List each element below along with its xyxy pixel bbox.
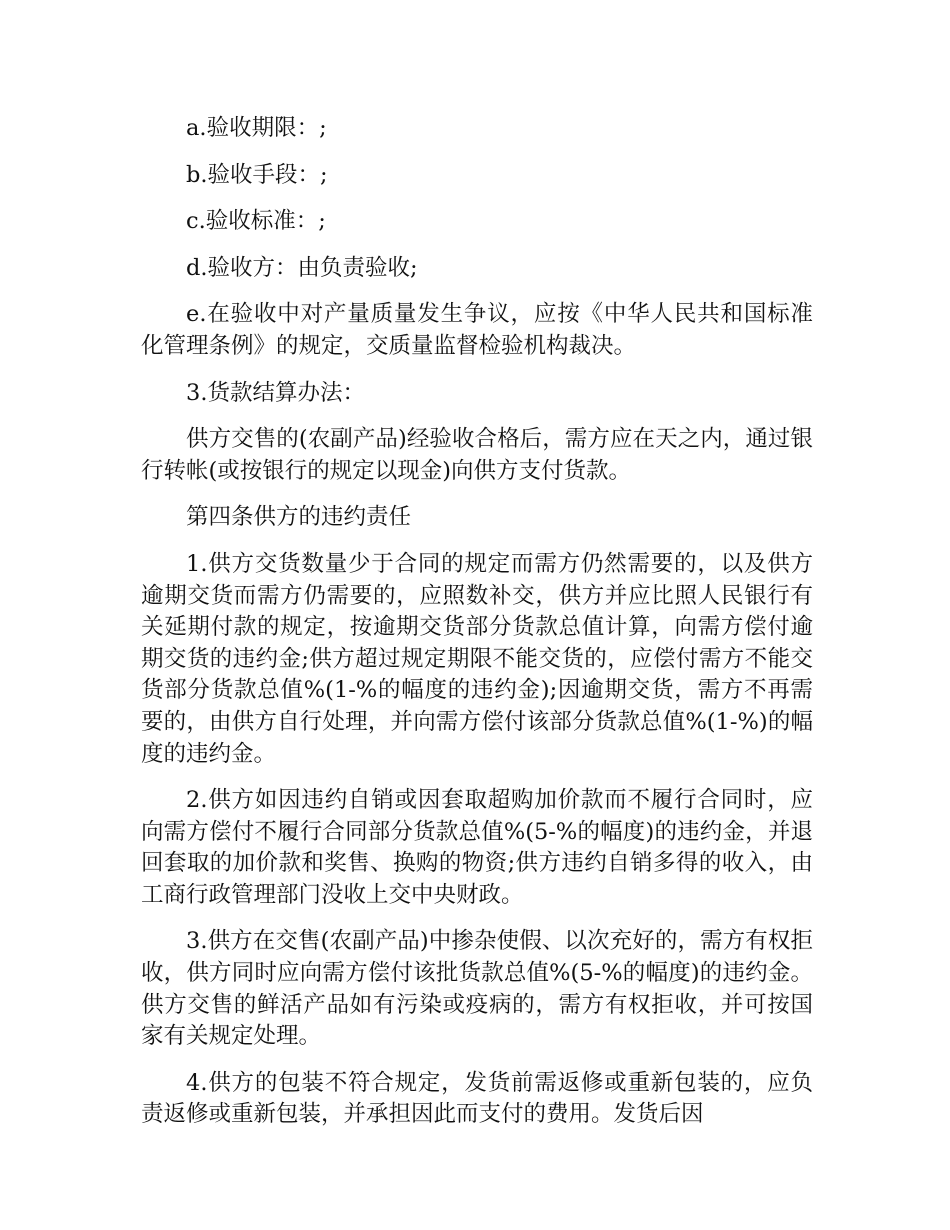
- section-heading-article-4: 第四条供方的违约责任: [186, 504, 412, 531]
- paragraph-liability-2: 2.供方如因违约自销或因套取超购加价款而不履行合同时，应向需方偿付不履行合同部分货款总值%(5-%的幅度)的违约金，并退回套取的加价款和奖售、换购的物资;供方违约自销多得的收入，由工商行政管理部门没收上交中央财政。: [141, 787, 813, 908]
- paragraph-liability-1: 1.供方交货数量少于合同的规定而需方仍然需要的，以及供方逾期交货而需方仍需要的，应照数补交，供方并应比照人民银行有关延期付款的规定，按逾期交货部分货款总值计算，向需方偿付逾期交货的违约金;供方超过规定期限不能交货的，应偿付需方不能交货部分货款总值%(1-%的幅度的违约金);因逾期交货，需方不再需要的，由供方自行处理，并向需方偿付该部分货款总值%(1-%)的幅度的违约金。: [141, 550, 813, 767]
- paragraph-acceptance-standard: c.验收标准：;: [186, 208, 326, 235]
- paragraph-payment-terms: 供方交售的(农副产品)经验收合格后，需方应在天之内，通过银行转帐(或按银行的规定以现金)向供方支付货款。: [141, 426, 813, 484]
- paragraph-acceptance-party: d.验收方：由负责验收;: [186, 254, 418, 281]
- paragraph-acceptance-deadline: a.验收期限：;: [186, 115, 327, 141]
- paragraph-payment-method-heading: 3.货款结算办法：: [186, 379, 365, 406]
- document-body: [141, 113, 813, 1146]
- paragraph-liability-4: 4.供方的包装不符合规定，发货前需返修或重新包装的，应负责返修或重新包装，并承担因此而支付的费用。发货后因: [141, 1069, 813, 1128]
- paragraph-acceptance-method: b.验收手段：;: [186, 161, 328, 188]
- paragraph-liability-3: 3.供方在交售(农副产品)中掺杂使假、以次充好的，需方有权拒收，供方同时应向需方偿付该批货款总值%(5-%的幅度)的违约金。供方交售的鲜活产品如有污染或疫病的，需方有权拒收，并可按国家有关规定处理。: [141, 928, 813, 1050]
- paragraph-quality-dispute: e.在验收中对产量质量发生争议，应按《中华人民共和国标准化管理条例》的规定，交质量监督检验机构裁决。: [141, 301, 813, 359]
